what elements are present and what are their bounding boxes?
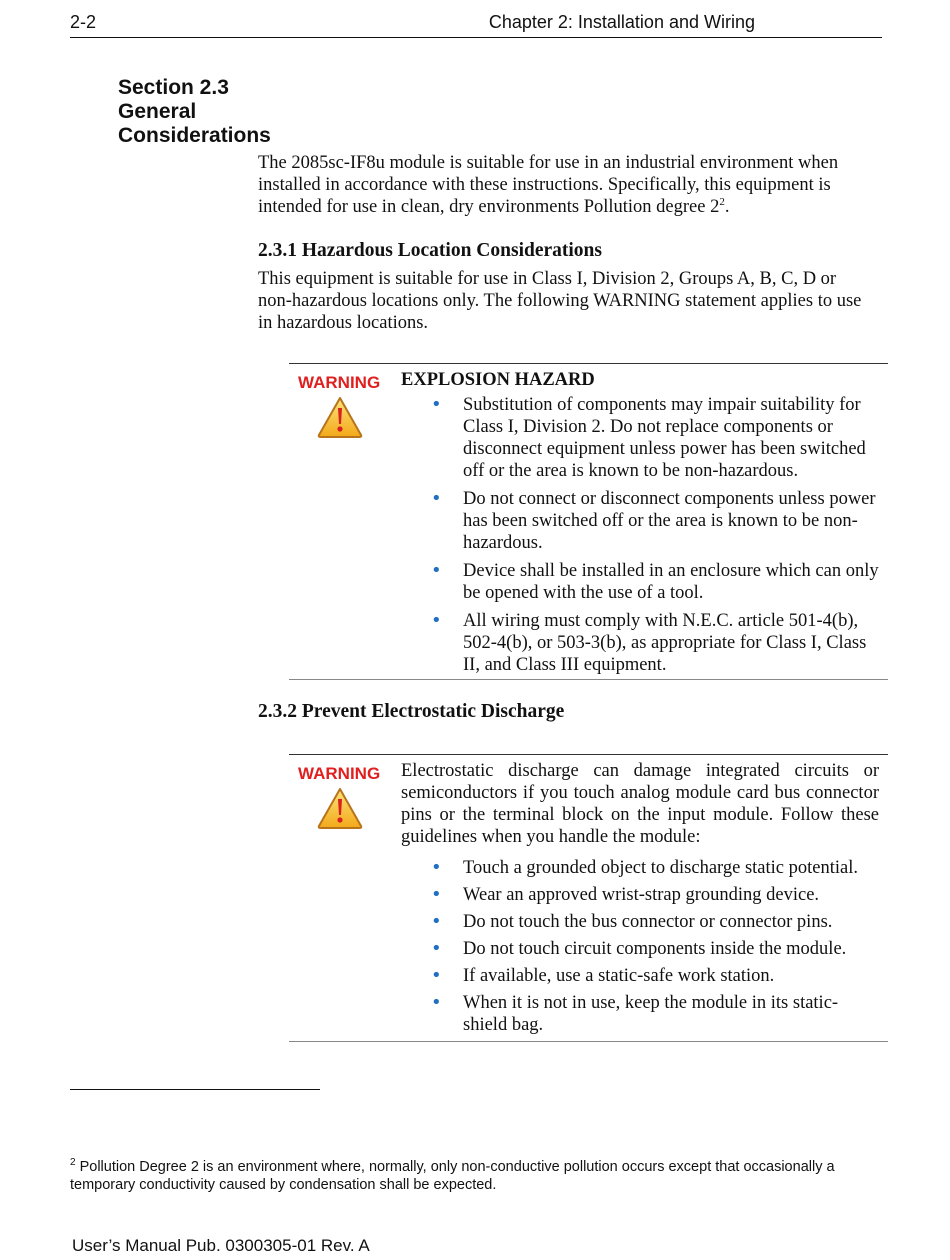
intro-end: . [724,197,730,217]
list-item: • Device shall be installed in an enclosure which can only be opened with the use of a tool. [401,560,879,604]
list-item: • Touch a grounded object to discharge static potential. [401,857,879,879]
warning-label: WARNING [298,373,381,392]
section-title-line2: General [118,100,197,123]
page-footer: User’s Manual Pub. 0300305-01 Rev. A [72,1236,370,1255]
footnote [70,1158,900,1194]
warning-label: WARNING [298,764,381,783]
chapter-title: Chapter 2: Installation and Wiring [488,12,755,32]
esd-heading: 2.3.2 Prevent Electrostatic Discharge [258,701,565,722]
warning-body [401,369,879,676]
footnote-reference[interactable]: 2 [719,195,725,208]
footnote-divider [70,1089,320,1090]
esd-bullet-list [401,857,879,1036]
intro-paragraph [258,152,868,218]
footnote-text: Pollution Degree 2 is an environment where, normally, only non-conductive pollution occurs except that occasionally a temporary conductivity caused by condensation shall be expected. [70,1159,835,1193]
list-item: • All wiring must comply with N.E.C. article 501-4(b), 502-4(b), or 503-3(b), as appropriate for Class I, Class II, and Class III equipment. [401,610,879,676]
list-item: • Do not touch the bus connector or connector pins. [401,911,879,933]
footnote-number: 2 [70,1157,76,1169]
list-item: • If available, use a static-safe work station. [401,965,879,987]
warning-bullet-list [401,394,879,676]
list-item: • When it is not in use, keep the module in its static-shield bag. [401,992,879,1036]
intro-text: The 2085sc-IF8u module is suitable for use in an industrial environment when installed in accordance with these instructions. Specifically, this equipment is intended for use in clean, dry environments Pollution degree 2 [258,153,839,217]
hazardous-heading: 2.3.1 Hazardous Location Considerations [258,240,602,261]
hazardous-paragraph: This equipment is suitable for use in Class I, Division 2, Groups A, B, C, D or non-hazardous locations only. The following WARNING statement applies to use in hazardous locations. [258,269,862,333]
esd-warning-text: Electrostatic discharge can damage integrated circuits or semiconductors if you touch analog module card bus connector pins or the terminal block on the input module. Follow these guidelines when you handle the module: [401,761,879,847]
list-item: • Substitution of components may impair suitability for Class I, Division 2. Do not replace components or disconnect equipment unless power has been switched off or the area is known to be non-hazardous. [401,394,879,482]
page-number: 2-2 [70,12,97,32]
warning-body [401,760,879,1036]
section-title-line1: Section 2.3 [118,76,229,99]
warning-box-esd [289,754,888,1042]
page-header [70,12,882,38]
warning-title: EXPLOSION HAZARD [401,370,595,390]
section-title-line3: Considerations [118,124,271,147]
warning-box-explosion [289,363,888,680]
warning-triangle-icon [317,786,363,830]
warning-triangle-icon [317,395,363,439]
list-item: • Do not touch circuit components inside the module. [401,938,879,960]
section-title [118,76,271,148]
list-item: • Do not connect or disconnect components unless power has been switched off or the area is known to be non-hazardous. [401,488,879,554]
list-item: • Wear an approved wrist-strap grounding device. [401,884,879,906]
